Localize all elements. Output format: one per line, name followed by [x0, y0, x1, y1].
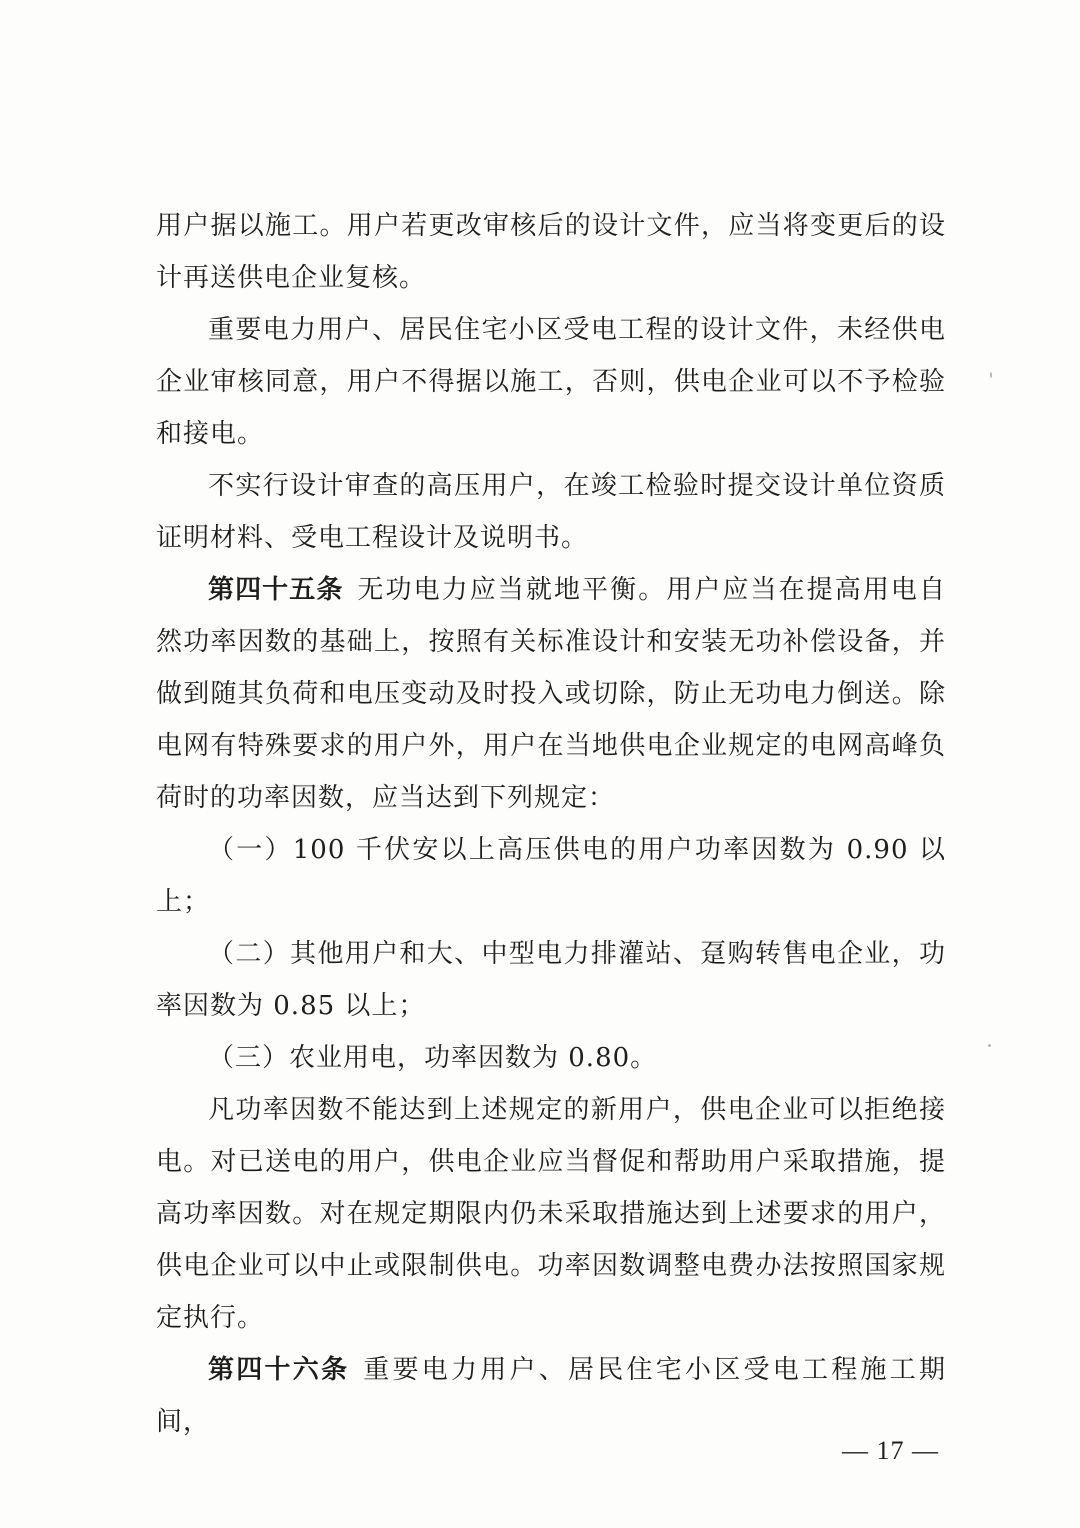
paragraph-text: 无功电力应当就地平衡。用户应当在提高用电自然功率因数的基础上，按照有关标准设计和安装无功补偿设备，并做到随其负荷和电压变动及时投入或切除，防止无功电力倒送。除电网有特殊要求的用户外，用户在当地供电企业规定的电网高峰负荷时的功率因数，应当达到下列规定：	[156, 575, 946, 813]
list-item	[156, 928, 946, 1032]
paragraph	[156, 200, 946, 304]
article-paragraph	[156, 564, 946, 824]
paragraph-text: （二）其他用户和大、中型电力排灌站、趸购转售电企业，功率因数为 0.85 以上；	[156, 939, 946, 1021]
paragraph	[156, 304, 946, 460]
article-heading: 第四十五条	[208, 575, 344, 605]
page-number: — 17 —	[842, 1436, 939, 1465]
document-body	[156, 200, 946, 1448]
scan-speck	[990, 372, 992, 378]
paragraph-text: 凡功率因数不能达到上述规定的新用户，供电企业可以拒绝接电。对已送电的用户，供电企业应当督促和帮助用户采取措施，提高功率因数。对在规定期限内仍未采取措施达到上述要求的用户，供电企业可以中止或限制供电。功率因数调整电费办法按照国家规定执行。	[156, 1095, 946, 1333]
paragraph-text: 重要电力用户、居民住宅小区受电工程施工期间，	[156, 1355, 946, 1437]
list-item	[156, 1032, 946, 1084]
paragraph-text: （一）100 千伏安以上高压供电的用户功率因数为 0.90 以上；	[156, 835, 946, 917]
paragraph-text: （三）农业用电，功率因数为 0.80。	[208, 1043, 658, 1073]
article-heading: 第四十六条	[208, 1355, 350, 1385]
list-item	[156, 824, 946, 928]
paragraph-text: 重要电力用户、居民住宅小区受电工程的设计文件，未经供电企业审核同意，用户不得据以施工，否则，供电企业可以不予检验和接电。	[156, 315, 946, 449]
paragraph	[156, 1084, 946, 1344]
paragraph	[156, 460, 946, 564]
scan-speck	[988, 1044, 991, 1047]
paragraph-text: 用户据以施工。用户若更改审核后的设计文件，应当将变更后的设计再送供电企业复核。	[156, 211, 946, 293]
article-paragraph	[156, 1344, 946, 1448]
paragraph-text: 不实行设计审查的高压用户，在竣工检验时提交设计单位资质证明材料、受电工程设计及说明书。	[156, 471, 946, 553]
